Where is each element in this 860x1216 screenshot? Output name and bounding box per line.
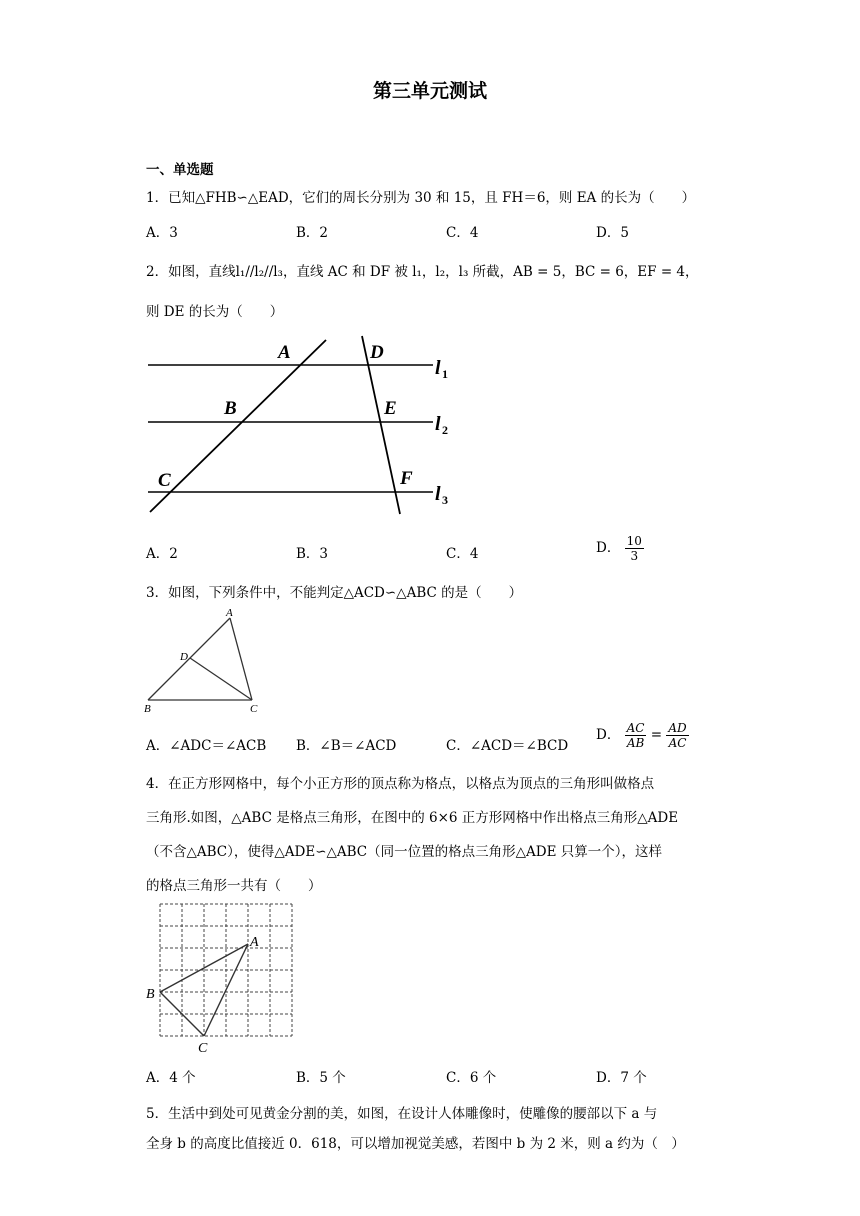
section-heading: 一、单选题 (146, 162, 214, 178)
question-4-line-1: 4．在正方形网格中，每个小正方形的顶点称为格点，以格点为顶点的三角形叫做格点 (146, 776, 655, 792)
label-b: B (224, 398, 237, 419)
grid-figure (144, 900, 304, 1058)
label-l1: l (435, 357, 441, 379)
q3-option-d (596, 721, 689, 750)
q4-option-d: D．7 个 (596, 1070, 647, 1086)
q4-option-b: B．5 个 (296, 1070, 346, 1086)
parallel-lines-figure (140, 330, 470, 520)
q4-option-a: A．4 个 (146, 1070, 196, 1086)
fraction-denominator: AC (668, 736, 687, 750)
q1-option-c: C．4 (446, 225, 479, 241)
fraction-denominator: 3 (630, 549, 639, 563)
q3-option-d-fraction-1 (625, 721, 647, 750)
fraction-numerator: AC (626, 721, 645, 735)
question-2-line-2: 则 DE 的长为（ ） (146, 304, 284, 320)
question-4-line-4: 的格点三角形一共有（ ） (146, 878, 322, 894)
label-f: F (400, 468, 413, 489)
q1-option-a: A．3 (146, 225, 178, 241)
side-ab (148, 618, 230, 700)
page-title: 第三单元测试 (372, 80, 487, 102)
q3-option-b: B．∠B＝∠ACD (296, 738, 397, 754)
square-grid (160, 904, 292, 1036)
q2-option-d-label: D． (596, 540, 621, 556)
label-d: D (180, 651, 188, 663)
label-a: A (278, 342, 291, 363)
q3-option-a: A．∠ADC＝∠ACB (146, 738, 267, 754)
label-l1-sub: 1 (442, 367, 448, 381)
label-l2-sub: 2 (442, 423, 448, 437)
q2-option-d (596, 534, 644, 563)
fraction-numerator: 10 (626, 534, 642, 548)
q3-option-d-fraction-2 (666, 721, 688, 750)
q4-option-c: C．6 个 (446, 1070, 497, 1086)
label-d: D (370, 342, 384, 363)
fraction-numerator: AD (668, 721, 687, 735)
q1-option-d: D．5 (596, 225, 629, 241)
label-e: E (384, 398, 397, 419)
question-4-line-3: （不含△ABC），使得△ADE∽△ABC（同一位置的格点三角形△ADE 只算一个），这样 (146, 844, 662, 860)
q2-option-d-fraction (625, 534, 644, 563)
question-3-text: 3．如图，下列条件中，不能判定△ACD∽△ABC 的是（ ） (146, 585, 523, 601)
q2-option-b: B．3 (296, 546, 329, 562)
question-5-line-2: 全身 b 的高度比值接近 0．618，可以增加视觉美感，若图中 b 为 2 米，则 a 约为（ ） (146, 1136, 685, 1152)
q2-option-c: C．4 (446, 546, 479, 562)
label-l3: l (435, 483, 441, 505)
triangle-figure (140, 604, 270, 716)
label-c: C (158, 470, 171, 491)
q1-option-b: B．2 (296, 225, 329, 241)
fraction-denominator: AB (626, 736, 645, 750)
label-b: B (146, 987, 155, 1002)
label-c: C (250, 703, 258, 715)
question-4-line-2: 三角形.如图，△ABC 是格点三角形，在图中的 6×6 正方形网格中作出格点三角形△ADE (146, 810, 679, 826)
question-1-text: 1．已知△FHB∽△EAD，它们的周长分别为 30 和 15，且 FH＝6，则 EA 的长为（ ） (146, 190, 696, 206)
label-c: C (198, 1041, 208, 1056)
label-b: B (144, 703, 151, 715)
q3-option-c: C．∠ACD＝∠BCD (446, 738, 569, 754)
equals-sign: = (650, 727, 663, 743)
label-a: A (226, 607, 233, 619)
question-2-line-1: 2．如图，直线l₁//l₂//l₃，直线 AC 和 DF 被 l₁，l₂，l₃ 所截，AB = 5，BC = 6，EF = 4， (146, 264, 699, 280)
q3-option-d-label: D． (596, 727, 621, 743)
q2-option-a: A．2 (146, 546, 178, 562)
question-5-line-1: 5．生活中到处可见黄金分割的美，如图，在设计人体雕像时，使雕像的腰部以下 a 与 (146, 1106, 658, 1122)
label-a: A (250, 935, 259, 950)
label-l2: l (435, 413, 441, 435)
side-ac (204, 944, 248, 1036)
label-l3-sub: 3 (442, 493, 448, 507)
